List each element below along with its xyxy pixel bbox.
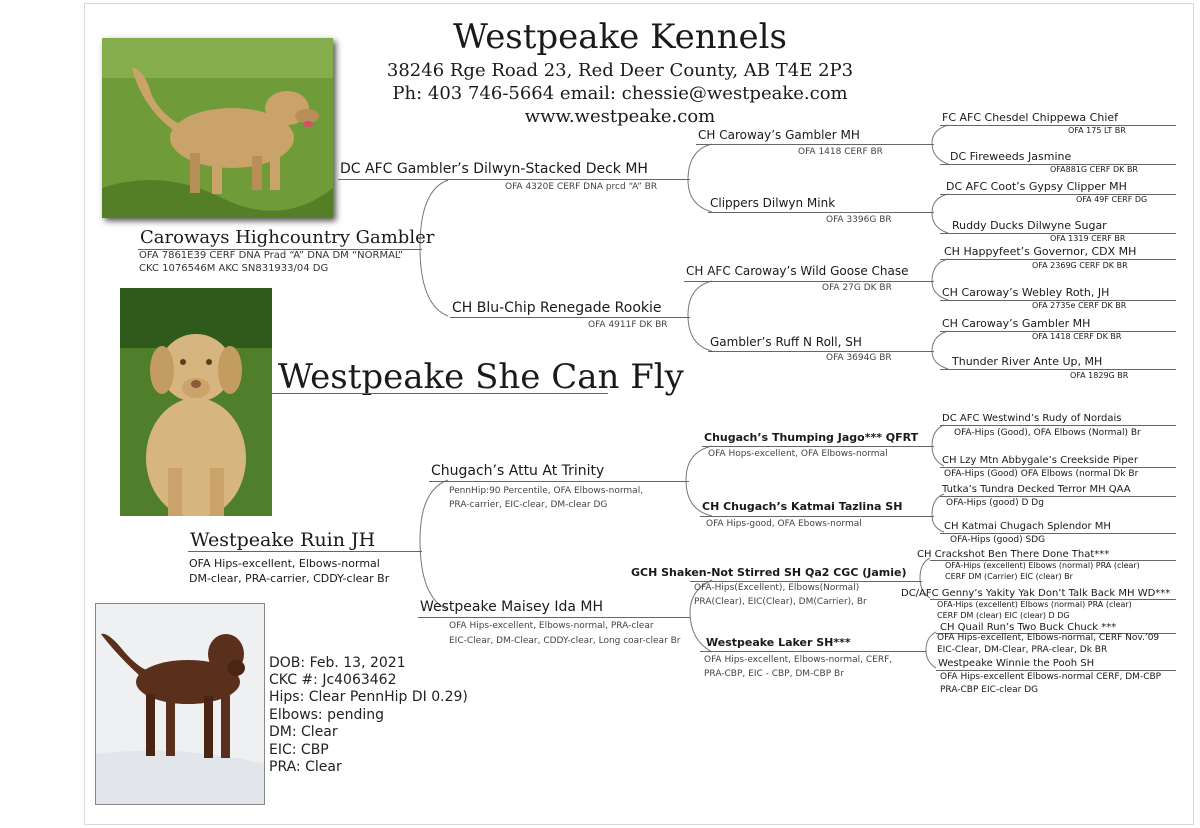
g3-5-underline [702,446,934,447]
sire-dam-details: OFA 4911F DK BR [588,320,668,330]
g3-2-name: Clippers Dilwyn Mink [710,196,836,210]
dam-sire-name: Chugach’s Attu At Trinity [431,463,605,479]
g3-5-name: Chugach’s Thumping Jago*** QFRT [704,431,919,444]
sire-sire-details: OFA 4320E CERF DNA prcd “A” BR [505,182,658,192]
g4-9-underline [940,425,1176,426]
g4-15-details-2: EIC-Clear, DM-Clear, PRA-clear, Dk BR [937,645,1108,655]
dam-dam-name: Westpeake Maisey Ida MH [420,599,604,615]
g3-3-name: CH AFC Caroway’s Wild Goose Chase [686,264,909,278]
g4-8-name: Thunder River Ante Up, MH [952,355,1103,368]
sire-dam-underline [450,317,690,318]
kennel-name: Westpeake Kennels [453,17,787,57]
g3-1-name: CH Caroway’s Gambler MH [698,128,860,142]
g4-9-details: OFA-Hips (Good), OFA Elbows (Normal) Br [954,428,1141,438]
dam-sire-details-1: PennHip:90 Percentile, OFA Elbows-normal, [449,486,644,496]
g3-7-underline [690,581,922,582]
g4-11-name: Tutka’s Tundra Decked Terror MH QAA [942,484,1131,495]
kennel-address: 38246 Rge Road 23, Red Deer County, AB T4E 2P3 [386,60,854,81]
g4-5-name: CH Happyfeet’s Governor, CDX MH [944,245,1137,258]
sire-name: Caroways Highcountry Gambler [140,227,435,248]
g4-10-underline [940,467,1176,468]
g4-10-name: CH Lzy Mtn Abbygale’s Creekside Piper [942,455,1138,466]
sire-dam-name: CH Blu-Chip Renegade Rookie [452,300,662,316]
g4-16-details-2: PRA-CBP EIC-clear DG [940,685,1039,695]
dam-dam-details-1: OFA Hips-excellent, Elbows-normal, PRA-clear [449,621,654,631]
kennel-website[interactable]: www.westpeake.com [524,106,716,127]
g3-7-details-2: PRA(Clear), EIC(Clear), DM(Carrier), Br [694,597,867,607]
g4-5-underline [940,259,1176,260]
g3-3-underline [684,281,934,282]
subject-info-dm: DM: Clear [269,724,338,740]
g4-1-name: FC AFC Chesdel Chippewa Chief [942,111,1119,124]
g4-4-details: OFA 1319 CERF BR [1050,234,1126,243]
g3-8-underline [700,651,926,652]
g4-14-details-2: CERF DM (clear) EIC (clear) D DG [937,611,1070,620]
g4-9-name: DC AFC Westwind’s Rudy of Nordais [942,413,1122,424]
subject-info-elbows: Elbows: pending [269,707,385,723]
dam-underline [188,551,422,552]
g4-16-name: Westpeake Winnie the Pooh SH [938,658,1095,669]
g4-12-name: CH Katmai Chugach Splendor MH [944,521,1111,532]
g4-8-underline [940,369,1176,370]
g3-1-underline [696,144,934,145]
subject-name: Westpeake She Can Fly [278,357,684,397]
g4-16-underline [936,670,1176,671]
subject-info-pra: PRA: Clear [269,759,342,775]
g4-7-name: CH Caroway’s Gambler MH [942,317,1091,330]
g3-5-details: OFA Hops-excellent, OFA Elbows-normal [708,449,888,459]
g3-8-name: Westpeake Laker SH*** [706,636,851,649]
g4-14-details-1: OFA-Hips (excellent) Elbows (normal) PRA (clear) [937,600,1132,609]
g3-8-details-1: OFA Hips-excellent, Elbows-normal, CERF, [704,655,893,665]
dam-sire-underline [429,481,689,482]
sire-sire-underline [338,179,690,180]
dam-sire-details-2: PRA-carrier, EIC-clear, DM-clear DG [449,500,608,510]
sire-sire-name: DC AFC Gambler’s Dilwyn-Stacked Deck MH [340,161,648,177]
subject-info-hips: Hips: Clear PennHip DI 0.29) [269,689,468,705]
g4-15-name: CH Quail Run’s Two Buck Chuck *** [940,622,1117,633]
g4-6-details: OFA 2735e CERF DK BR [1032,301,1127,310]
g4-11-underline [940,496,1176,497]
g4-7-details: OFA 1418 CERF DK BR [1032,332,1122,341]
g4-2-name: DC Fireweeds Jasmine [950,150,1072,163]
g4-3-name: DC AFC Coot’s Gypsy Clipper MH [946,180,1127,193]
g4-3-details: OFA 49F CERF DG [1076,195,1148,204]
sire-details-1: OFA 7861E39 CERF DNA Prad “A” DNA DM “NORMAL” [139,250,404,261]
dam-name: Westpeake Ruin JH [190,529,376,551]
g4-12-details: OFA-Hips (good) SDG [950,535,1046,545]
g3-6-name: CH Chugach’s Katmai Tazlina SH [702,500,903,513]
g3-2-underline [708,212,934,213]
subject-underline [272,393,608,394]
g4-12-underline [940,533,1176,534]
sire-details-2: CKC 1076546M AKC SN831933/04 DG [139,263,329,274]
g3-7-details-1: OFA-Hips(Excellent), Elbows(Normal) [694,583,860,593]
g4-1-underline [940,125,1176,126]
dam-details-1: OFA Hips-excellent, Elbows-normal [189,557,380,570]
subject-info-ckc: CKC #: Jc4063462 [269,672,397,688]
dam-dam-underline [418,617,690,618]
g4-16-details-1: OFA Hips-excellent Elbows-normal CERF, DM-CBP [940,672,1162,682]
g4-6-name: CH Caroway’s Webley Roth, JH [942,286,1110,299]
g4-14-name: DC/AFC Genny’s Yakity Yak Don’t Talk Back MH WD*** [901,588,1171,599]
g4-11-details: OFA-Hips (good) D Dg [946,498,1044,508]
subject-info-eic: EIC: CBP [269,742,329,758]
g4-5-details: OFA 2369G CERF DK BR [1032,261,1128,270]
g4-4-name: Ruddy Ducks Dilwyne Sugar [952,219,1107,232]
g4-13-details-1: OFA-Hips (excellent) Elbows (normal) PRA (clear) [945,561,1140,570]
kennel-contact: Ph: 403 746-5664 email: chessie@westpeake.com [392,83,848,104]
g4-8-details: OFA 1829G BR [1070,371,1129,380]
g3-4-details: OFA 3694G BR [826,353,892,363]
g4-2-details: OFA881G CERF DK BR [1050,165,1138,174]
g3-7-name: GCH Shaken-Not Stirred SH Qa2 CGC (Jamie) [631,566,907,579]
g3-4-underline [708,351,934,352]
g3-3-details: OFA 27G DK BR [822,283,892,293]
g3-8-details-2: PRA-CBP, EIC - CBP, DM-CBP Br [704,669,844,679]
g4-13-details-2: CERF DM (Carrier) EIC (clear) Br [945,572,1073,581]
g4-1-details: OFA 175 LT BR [1068,126,1126,135]
g3-2-details: OFA 3396G BR [826,215,892,225]
g3-4-name: Gambler’s Ruff N Roll, SH [710,335,862,349]
g4-13-name: CH Crackshot Ben There Done That*** [917,549,1110,560]
g3-1-details: OFA 1418 CERF BR [798,147,883,157]
g4-10-details: OFA-Hips (Good) OFA Elbows (normal Dk Br [944,469,1139,479]
g3-6-underline [700,516,934,517]
subject-info-dob: DOB: Feb. 13, 2021 [269,655,406,671]
dam-dam-details-2: EIC-Clear, DM-Clear, CDDY-clear, Long coar-clear Br [449,636,681,646]
dam-details-2: DM-clear, PRA-carrier, CDDY-clear Br [189,572,390,585]
g3-6-details: OFA Hips-good, OFA Ebows-normal [706,519,862,529]
g4-15-details-1: OFA Hips-excellent, Elbows-normal, CERF Nov.’09 [937,633,1160,643]
